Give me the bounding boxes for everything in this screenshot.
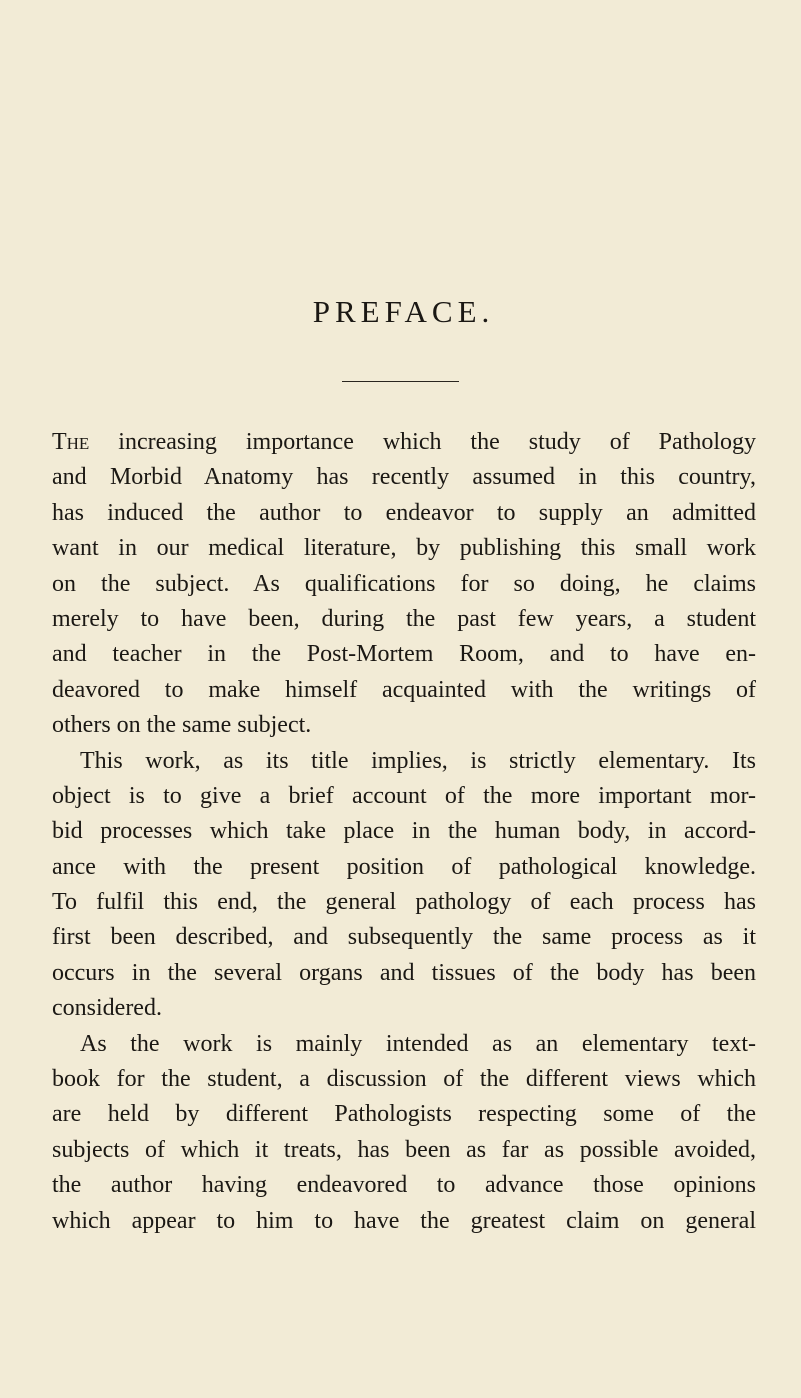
text-line: others on the same subject. (52, 712, 312, 739)
drop-word: The (52, 429, 90, 455)
text-line: on the subject. As qualifications for so doing, he claims (52, 570, 756, 597)
text-line: first been described, and subsequently the same process as it (52, 924, 756, 951)
text-line: merely to have been, during the past few years, a student (52, 605, 756, 632)
text-line (52, 425, 756, 460)
text-line: which appear to him to have the greatest claim on general (52, 1207, 756, 1234)
text-line: This work, as its title implies, is strictly elementary. Its (80, 747, 756, 774)
text-line: and teacher in the Post-Mortem Room, and to have en- (52, 641, 756, 668)
text-line: are held by different Pathologists respecting some of the (52, 1101, 756, 1128)
text-line: subjects of which it treats, has been as far as possible avoided, (52, 1136, 756, 1163)
text-line: has induced the author to endeavor to supply an admitted (52, 499, 756, 526)
text-line: want in our medical literature, by publishing this small work (52, 535, 756, 562)
page-heading: PREFACE. (312, 294, 495, 329)
text-line: the author having endeavored to advance those opinions (52, 1172, 756, 1199)
text-line: occurs in the several organs and tissues of the body has been (52, 959, 756, 986)
text-line: As the work is mainly intended as an elementary text- (80, 1030, 756, 1057)
heading-rule (342, 381, 459, 382)
line-text: increasing importance which the study of Pathology (89, 429, 756, 455)
text-line: bid processes which take place in the human body, in accord- (52, 818, 756, 845)
text-line: considered. (52, 995, 162, 1022)
text-line: object is to give a brief account of the more important mor- (52, 782, 756, 809)
text-line: ance with the present position of pathological knowledge. (52, 853, 756, 880)
text-line: To fulfil this end, the general pathology of each process has (52, 889, 756, 916)
text-line: and Morbid Anatomy has recently assumed in this country, (52, 464, 756, 491)
preface-body (52, 425, 756, 1239)
text-line: book for the student, a discussion of the different views which (52, 1066, 756, 1093)
text-line: deavored to make himself acquainted with the writings of (52, 676, 756, 703)
